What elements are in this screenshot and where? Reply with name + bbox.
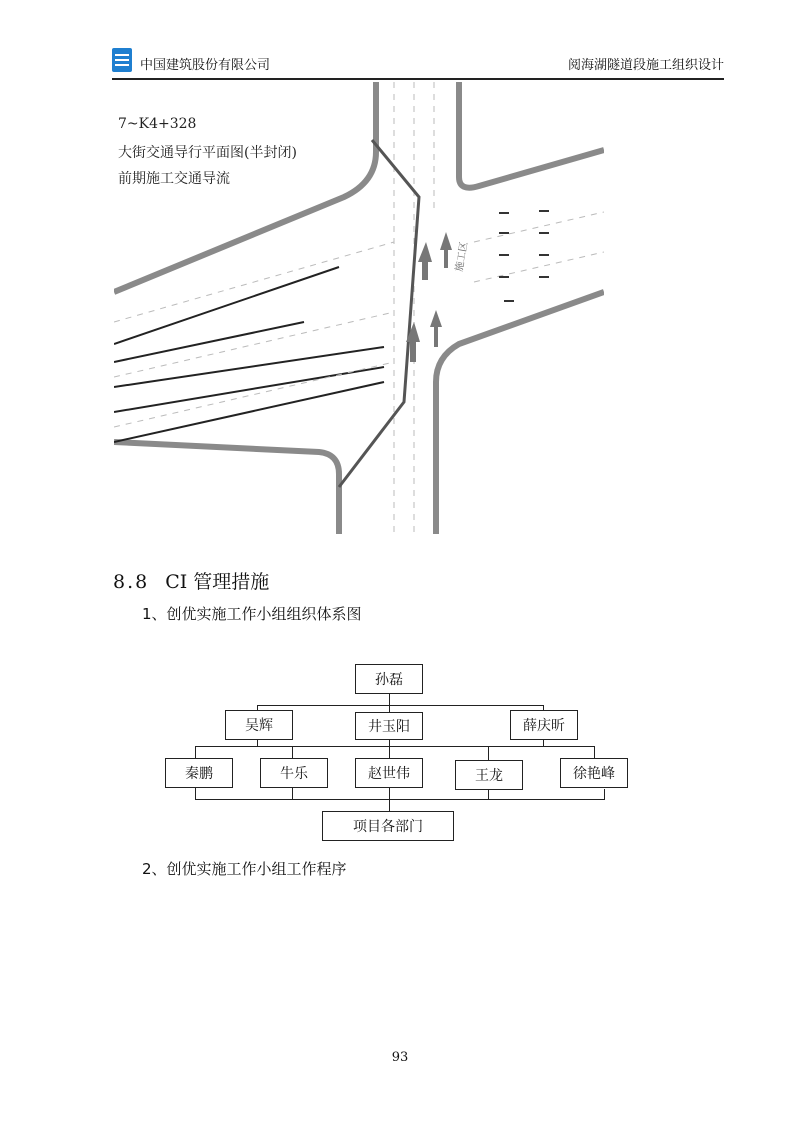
org-box-l2-3: 薛庆昕 bbox=[510, 710, 578, 740]
org-box-bottom: 项目各部门 bbox=[322, 811, 454, 841]
traffic-diversion-drawing bbox=[114, 82, 604, 534]
company-name: 中国建筑股份有限公司 bbox=[140, 58, 271, 73]
org-box-l3-1: 秦鹏 bbox=[165, 758, 233, 788]
section-heading bbox=[113, 567, 269, 594]
drawing-label-stake: 7~K4+328 bbox=[118, 116, 197, 132]
org-box-l3-2: 牛乐 bbox=[260, 758, 328, 788]
page-header bbox=[112, 48, 724, 80]
paragraph-2: 2、创优实施工作小组工作程序 bbox=[142, 860, 347, 878]
org-box-l3-4: 王龙 bbox=[455, 760, 523, 790]
org-box-top: 孙磊 bbox=[355, 664, 423, 694]
section-number: 8.8 bbox=[113, 571, 150, 593]
org-box-l3-3: 赵世伟 bbox=[355, 758, 423, 788]
drawing-label-title: 大街交通导行平面图(半封闭) bbox=[118, 145, 297, 161]
paragraph-1: 1、创优实施工作小组组织体系图 bbox=[142, 605, 362, 623]
company-logo-icon bbox=[112, 48, 132, 72]
org-box-l2-2: 井玉阳 bbox=[355, 712, 423, 740]
document-title: 阅海湖隧道段施工组织设计 bbox=[567, 58, 724, 73]
org-box-l2-1: 吴辉 bbox=[225, 710, 293, 740]
drawing-label-sub: 前期施工交通导流 bbox=[118, 171, 230, 187]
org-box-l3-5: 徐艳峰 bbox=[560, 758, 628, 788]
section-title: CI 管理措施 bbox=[165, 571, 270, 593]
page-number: 93 bbox=[391, 1050, 409, 1065]
road-text: 施工区 bbox=[454, 241, 471, 273]
